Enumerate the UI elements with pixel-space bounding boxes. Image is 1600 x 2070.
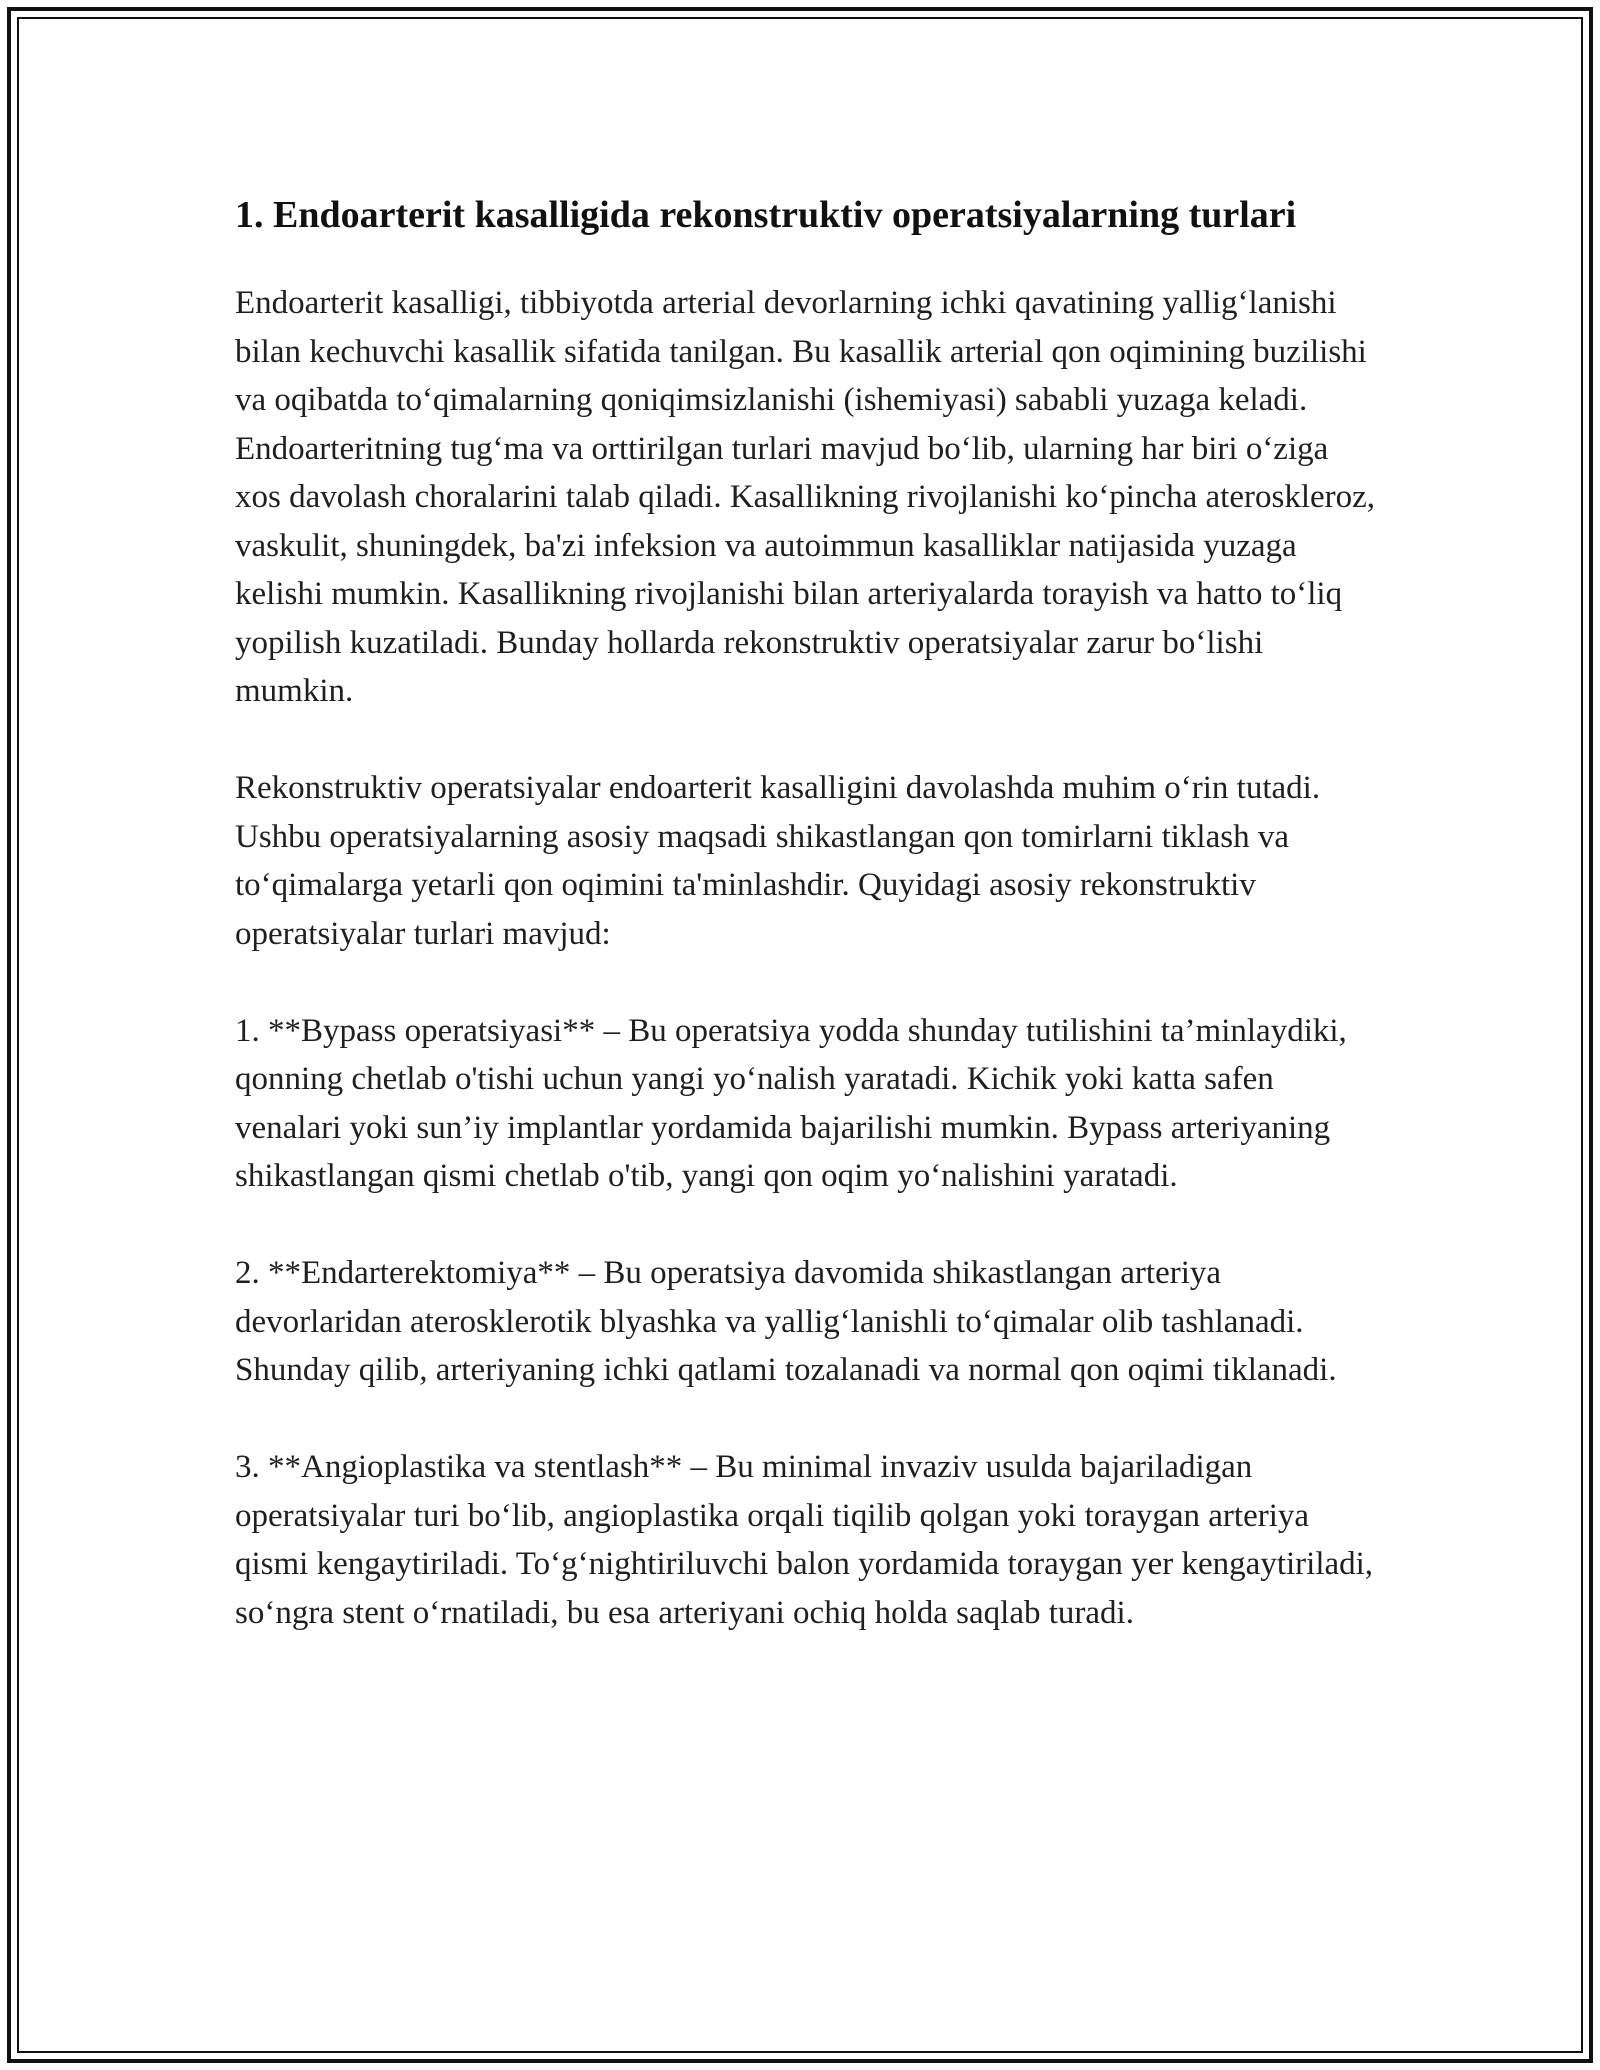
document-title: 1. Endoarterit kasalligida rekonstruktiv operatsiyalarning turlari xyxy=(235,194,1297,236)
paragraph-intro: Endoarterit kasalligi, tibbiyotda arterial devorlarning ichki qavatining yallig‘lanishi bilan kechuvchi kasallik sifatida tanilgan. Bu kasallik arterial qon oqimining buzilishi va oqibatda to‘qimalarning qoniqimsizlanishi (ishemiyasi) sababli yuzaga keladi. Endoarteritning tug‘ma va orttirilgan turlari mavjud bo‘lib, ularning har biri o‘ziga xos davolash choralarini talab qiladi. Kasallikning rivojlanishi ko‘pincha ateroskleroz, vaskulit, shuningdek, ba'zi infeksion va autoimmun kasalliklar natijasida yuzaga kelishi mumkin. Kasallikning rivojlanishi bilan arteriyalarda torayish va hatto to‘liq yopilish kuzatiladi. Bunday hollarda rekonstruktiv operatsiyalar zarur bo‘lishi mumkin. xyxy=(235,285,1376,709)
document-body xyxy=(235,188,1375,1637)
paragraph-overview: Rekonstruktiv operatsiyalar endoarterit kasalligini davolashda muhim o‘rin tutadi. Ushbu operatsiyalarning asosiy maqsadi shikastlangan qon tomirlarni tiklash va to‘qimalarga yetarli qon oqimini ta'minlashdir. Quyidagi asosiy rekonstruktiv operatsiyalar turlari mavjud: xyxy=(235,770,1321,952)
paragraph-bypass: 1. **Bypass operatsiyasi** – Bu operatsiya yodda shunday tutilishini ta’minlaydiki, qonning chetlab o'tishi uchun yangi yo‘nalish yaratadi. Kichik yoki katta safen venalari yoki sun’iy implantlar yordamida bajarilishi mumkin. Bypass arteriyaning shikastlangan qismi chetlab o'tib, yangi qon oqim yo‘nalishini yaratadi. xyxy=(235,1012,1347,1194)
paragraph-angioplasty: 3. **Angioplastika va stentlash** – Bu minimal invaziv usulda bajariladigan operatsiyalar turi bo‘lib, angioplastika orqali tiqilib qolgan yoki toraygan arteriya qismi kengaytiriladi. To‘g‘nightiriluvchi balon yordamida toraygan yer kengaytiriladi, so‘ngra stent o‘rnatiladi, bu esa arteriyani ochiq holda saqlab turadi. xyxy=(235,1449,1374,1631)
paragraph-endarterectomy: 2. **Endarterektomiya** – Bu operatsiya davomida shikastlangan arteriya devorlaridan aterosklerotik blyashka va yallig‘lanishli to‘qimalar olib tashlanadi. Shunday qilib, arteriyaning ichki qatlami tozalanadi va normal qon oqimi tiklanadi. xyxy=(235,1255,1337,1388)
